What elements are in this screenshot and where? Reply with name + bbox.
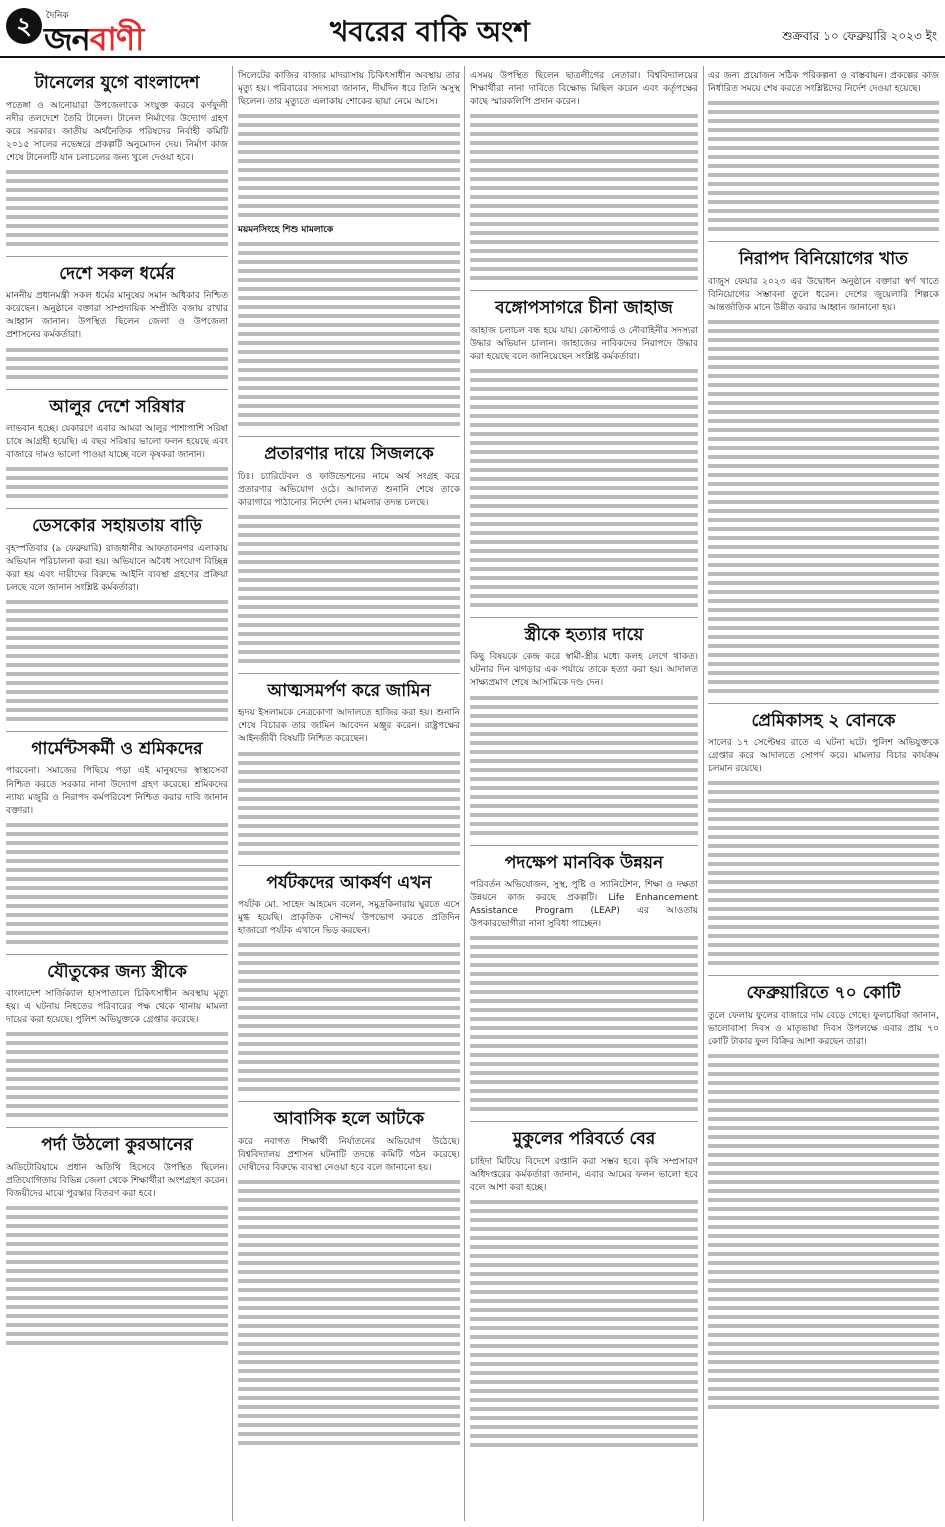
column-3 [468, 66, 700, 1521]
masthead [0, 0, 945, 58]
article-body: সিলেটের কাজির বাজার মাদরাসায় চিকিৎসাধীন অবস্থায় তার মৃত্যু হয়। পরিবারের সদস্যরা জানান, দীর্ঘদিন ধরে তিনি অসুস্থ ছিলেন। তার মৃত্যুতে এলাকায় শোকের ছায়া নেমে আসে। [238, 71, 460, 108]
article-body: তুলে ফেলায় ফুলের বাজারে দাম বেড়ে গেছে। ফুলচাষিরা জানান, ভালোবাসা দিবস ও মাতৃভাষা দিবস উপলক্ষে এবার প্রায় ৭০ কোটি টাকার ফুল বিক্রির আশা করছেন তারা। [708, 1011, 939, 1048]
column-divider [703, 66, 704, 1521]
article-headline: মুকুলের পরিবর্তে বের [512, 1129, 656, 1150]
article-headline: প্রতারণার দায়ে সিজলকে [264, 444, 434, 465]
article [708, 242, 939, 704]
column-divider [464, 66, 465, 1521]
article [470, 66, 698, 291]
article [238, 674, 460, 866]
article-body: করে নবাগত শিক্ষার্থী নির্যাতনের অভিযোগ উঠেছে। বিশ্ববিদ্যালয় প্রশাসন ঘটনাটি তদন্তে কমিটি গঠন করেছে। দোষীদের বিরুদ্ধে ব্যবস্থা নেওয়া হবে বলে জানানো হয়। [238, 1136, 460, 1173]
section-title: খবরের বাকি অংশ [330, 15, 530, 48]
article-subhead: ময়মনসিংহে শিশু মামলাকে [238, 225, 334, 236]
article-body: চাহিদা মিটিয়ে বিদেশে রপ্তানি করা সম্ভব হবে। কৃষি সম্প্রসারণ অধিদপ্তরের কর্মকর্তারা জানান, এবার আমের ফলন ভালো হবে বলে আশা করা হচ্ছে। [470, 1156, 698, 1193]
article [238, 66, 460, 437]
article-headline: আবাসিক হলে আটকে [273, 1109, 425, 1130]
article-body: পরিবর্তন অভিযোজন, সুস্থ, পুষ্টি ও স্যানিটেশন, শিক্ষা ও দক্ষতা উন্নয়নে কাজ করছে প্রকল্পটি। Life Enhancement Assistance Program (LEAP) এর আওতায় উপকারভোগীরা নানা সুবিধা পাচ্ছেন। [470, 880, 698, 930]
article [708, 66, 939, 242]
column-4 [706, 66, 941, 1521]
article-body: বাংলাদেশ সার্জিক্যাল হাসপাতালে চিকিৎসাধীন অবস্থায় মৃত্যু হয়। এ ঘটনায় নিহতের পরিবারের পক্ষ থেকে থানায় মামলা দায়ের করা হয়েছে। পুলিশ অভিযুক্তকে গ্রেপ্তার করেছে। [6, 989, 228, 1026]
column-1 [4, 66, 230, 1521]
article [6, 66, 228, 257]
article-body: অডিটোরিয়ামে প্রধান অতিথি হিসেবে উপস্থিত ছিলেন। প্রতিযোগিতায় বিভিন্ন জেলা থেকে শিক্ষার্থীরা অংশগ্রহণ করেন। বিজয়ীদের মাঝে পুরস্কার বিতরণ করা হবে। [6, 1162, 228, 1199]
article-body: পর্যটক মো. সাহেদ আহমেদ বলেন, সমুদ্রকিনারায় ঘুরতে এসে মুগ্ধ হয়েছি। প্রাকৃতিক সৌন্দর্য উপভোগ করতে প্রতিদিন হাজারো পর্যটক এখানে ভিড় করছেন। [238, 900, 460, 937]
article-body: হৃদয় ইসলামকে নেত্রকোণা আদালতে হাজির করা হয়। শুনানি শেষে বিচারক তার জামিন আবেদন মঞ্জুর করেন। রাষ্ট্রপক্ষের আইনজীবী বিষয়টি নিশ্চিত করেছেন। [238, 708, 460, 745]
article-headline: গার্মেন্টসকর্মী ও শ্রমিকদের [31, 738, 203, 759]
article-headline: টানেলের যুগে বাংলাদেশ [34, 73, 200, 93]
article-body: পতেঙ্গা ও আনোয়ারা উপজেলাকে সংযুক্ত করবে কর্ণফুলী নদীর তলদেশে তৈরি টানেল। টানেল নির্মাণের উদ্যোগ গ্রহণ করে সরকার। জাতীয় অর্থনৈতিক পরিষদের নির্বাহী কমিটি ২০১৫ সালের নভেম্বরে প্রকল্পটি অনুমোদন দেয়। নির্মাণ কাজ শেষে টানেলটি যান চলাচলের জন্য খুলে দেওয়া হবে। [6, 100, 228, 163]
article-body: এর জন্য প্রয়োজন সঠিক পরিকল্পনা ও বাস্তবায়ন। প্রকল্পের কাজ নির্ধারিত সময়ে শেষ করতে সংশ্লিষ্টদের নির্দেশ দেওয়া হয়েছে। [708, 71, 939, 95]
article [470, 618, 698, 846]
article-body: কিছু বিষয়কে কেন্দ্র করে স্বামী-স্ত্রীর মধ্যে কলহ লেগে থাকত। ঘটনার দিন ঝগড়ার এক পর্যায়ে তাকে হত্যা করা হয়। আদালত সাক্ষ্যপ্রমাণ শেষে আসামিকে দণ্ড দেন। [470, 652, 698, 689]
column-divider [232, 66, 233, 1521]
article-headline: পদক্ষেপ মানবিক উন্নয়ন [504, 852, 664, 873]
daily-label: দৈনিক [46, 11, 69, 21]
article-headline: ফেব্রুয়ারিতে ৭০ কোটি [746, 983, 901, 1004]
article [6, 1128, 228, 1355]
article-body: বাজুস ফেয়ার ২০২৩ এর উদ্বোধন অনুষ্ঠানে বক্তারা স্বর্ণ খাতে বিনিয়োগের সম্ভাবনা তুলে ধরেন। দেশের জুয়েলারি শিল্পকে আন্তর্জাতিক মানে উন্নীত করার আহ্বান জানানো হয়। [708, 276, 939, 313]
article-headline: যৌতুকের জন্য স্ত্রীকে [47, 961, 187, 982]
article-headline: পর্দা উঠলো কুরআনের [41, 1135, 193, 1156]
article-headline: আলুর দেশে সরিষার [49, 396, 185, 417]
article [470, 1122, 698, 1457]
article-body: মাননীয় প্রধানমন্ত্রী সকল ধর্মের মানুষের সমান অধিকার নিশ্চিত করেছেন। অনুষ্ঠানে বক্তারা সাম্প্রদায়িক সম্প্রীতি বজায় রাখার আহ্বান জানান। উপস্থিত ছিলেন জেলা ও উপজেলা প্রশাসনের কর্মকর্তারা। [6, 291, 228, 341]
article [6, 955, 228, 1129]
article-headline: বঙ্গোপসাগরে চীনা জাহাজ [495, 298, 673, 319]
article [6, 257, 228, 390]
article-body: ঢিঃ। চ্যারিটেবল ও ফাউন্ডেশনের নামে অর্থ সংগ্রহ করে প্রতারণার অভিযোগ ওঠে। আদালত শুনানি শেষে তাকে কারাগারে পাঠানোর নির্দেশ দেন। মামলার তদন্ত চলছে। [238, 471, 460, 508]
article [6, 509, 228, 732]
logo-part-2: বাণী [89, 20, 144, 58]
article-headline: দেশে সকল ধর্মের [59, 263, 175, 284]
article [470, 291, 698, 618]
article-body: জাহাজ চলাচল বন্ধ হয়ে যায়। কোস্টগার্ড ও নৌবাহিনীর সদস্যরা উদ্ধার অভিযান চালান। জাহাজের নাবিকদের নিরাপদে উদ্ধার করা হয়েছে বলে জানিয়েছেন সংশ্লিষ্ট কর্মকর্তারা। [470, 325, 698, 362]
article-headline: আত্মসমর্পণ করে জামিন [267, 680, 431, 701]
page-number: ২ [6, 8, 42, 44]
article-body: বৃহস্পতিবার (৯ ফেব্রুয়ারি) রাজধানীর আফতাবনগর এলাকায় অভিযান পরিচালনা করা হয়। অভিযানে অবৈধ সংযোগ বিচ্ছিন্ন করা হয় এবং দায়ীদের বিরুদ্ধে আইনি ব্যবস্থা গ্রহণের প্রক্রিয়া চলছে বলে জানান সংশ্লিষ্ট কর্মকর্তারা। [6, 543, 228, 593]
article [6, 732, 228, 955]
article-headline: ডেসকোর সহায়তায় বাড়ি [32, 516, 202, 537]
article [238, 866, 460, 1103]
column-2 [236, 66, 462, 1521]
article-headline: পর্যটকদের আকর্ষণ এখন [266, 872, 432, 893]
article [470, 846, 698, 1123]
article-body: লাভবান হচ্ছে। যেকারণে এবার আমরা আলুর পাশাপাশি সরিষা চাষে আগ্রহী হয়েছি। এ বছর সরিষার ভালো ফলন হয়েছে এবং বাজারে দামও ভালো পাওয়া যাচ্ছে বলে কৃষকরা জানান। [6, 424, 228, 461]
article-body: পারবেনা। সমাজের পিছিয়ে পড়া এই মানুষদের স্বাস্থ্যসেবা নিশ্চিত করতে সরকার নানা উদ্যোগ গ্রহণ করেছে। শ্রমিকদের ন্যায্য মজুরি ও নিরাপদ কর্মপরিবেশ নিশ্চিত করার দাবি জানান বক্তারা। [6, 766, 228, 816]
article [708, 976, 939, 1419]
article-body: এসময় উপস্থিত ছিলেন ছাত্রলীগের নেতারা। বিশ্ববিদ্যালয়ের শিক্ষার্থীরা নানা দাবিতে বিক্ষোভ মিছিল করেন এবং কর্তৃপক্ষের কাছে স্মারকলিপি প্রদান করেন। [470, 71, 698, 108]
article-headline: স্ত্রীকে হত্যার দায়ে [524, 624, 644, 645]
article-headline: নিরাপদ বিনিয়োগের খাত [739, 249, 908, 270]
article [708, 704, 939, 977]
article-body: সালের ১৭ সেপ্টেম্বর রাতে এ ঘটনা ঘটে। পুলিশ অভিযুক্তকে গ্রেপ্তার করে আদালতে সোপর্দ করে। মামলার বিচার কার্যক্রম চলমান রয়েছে। [708, 738, 939, 775]
article-headline: প্রেমিকাসহ ২ বোনকে [751, 710, 896, 731]
article [6, 390, 228, 510]
article [238, 1102, 460, 1455]
article [238, 437, 460, 674]
newspaper-logo [44, 14, 143, 68]
logo-part-1: জন [44, 20, 90, 58]
date-line: শুক্রবার ১০ ফেব্রুয়ারি ২০২৩ ইং [782, 29, 937, 43]
